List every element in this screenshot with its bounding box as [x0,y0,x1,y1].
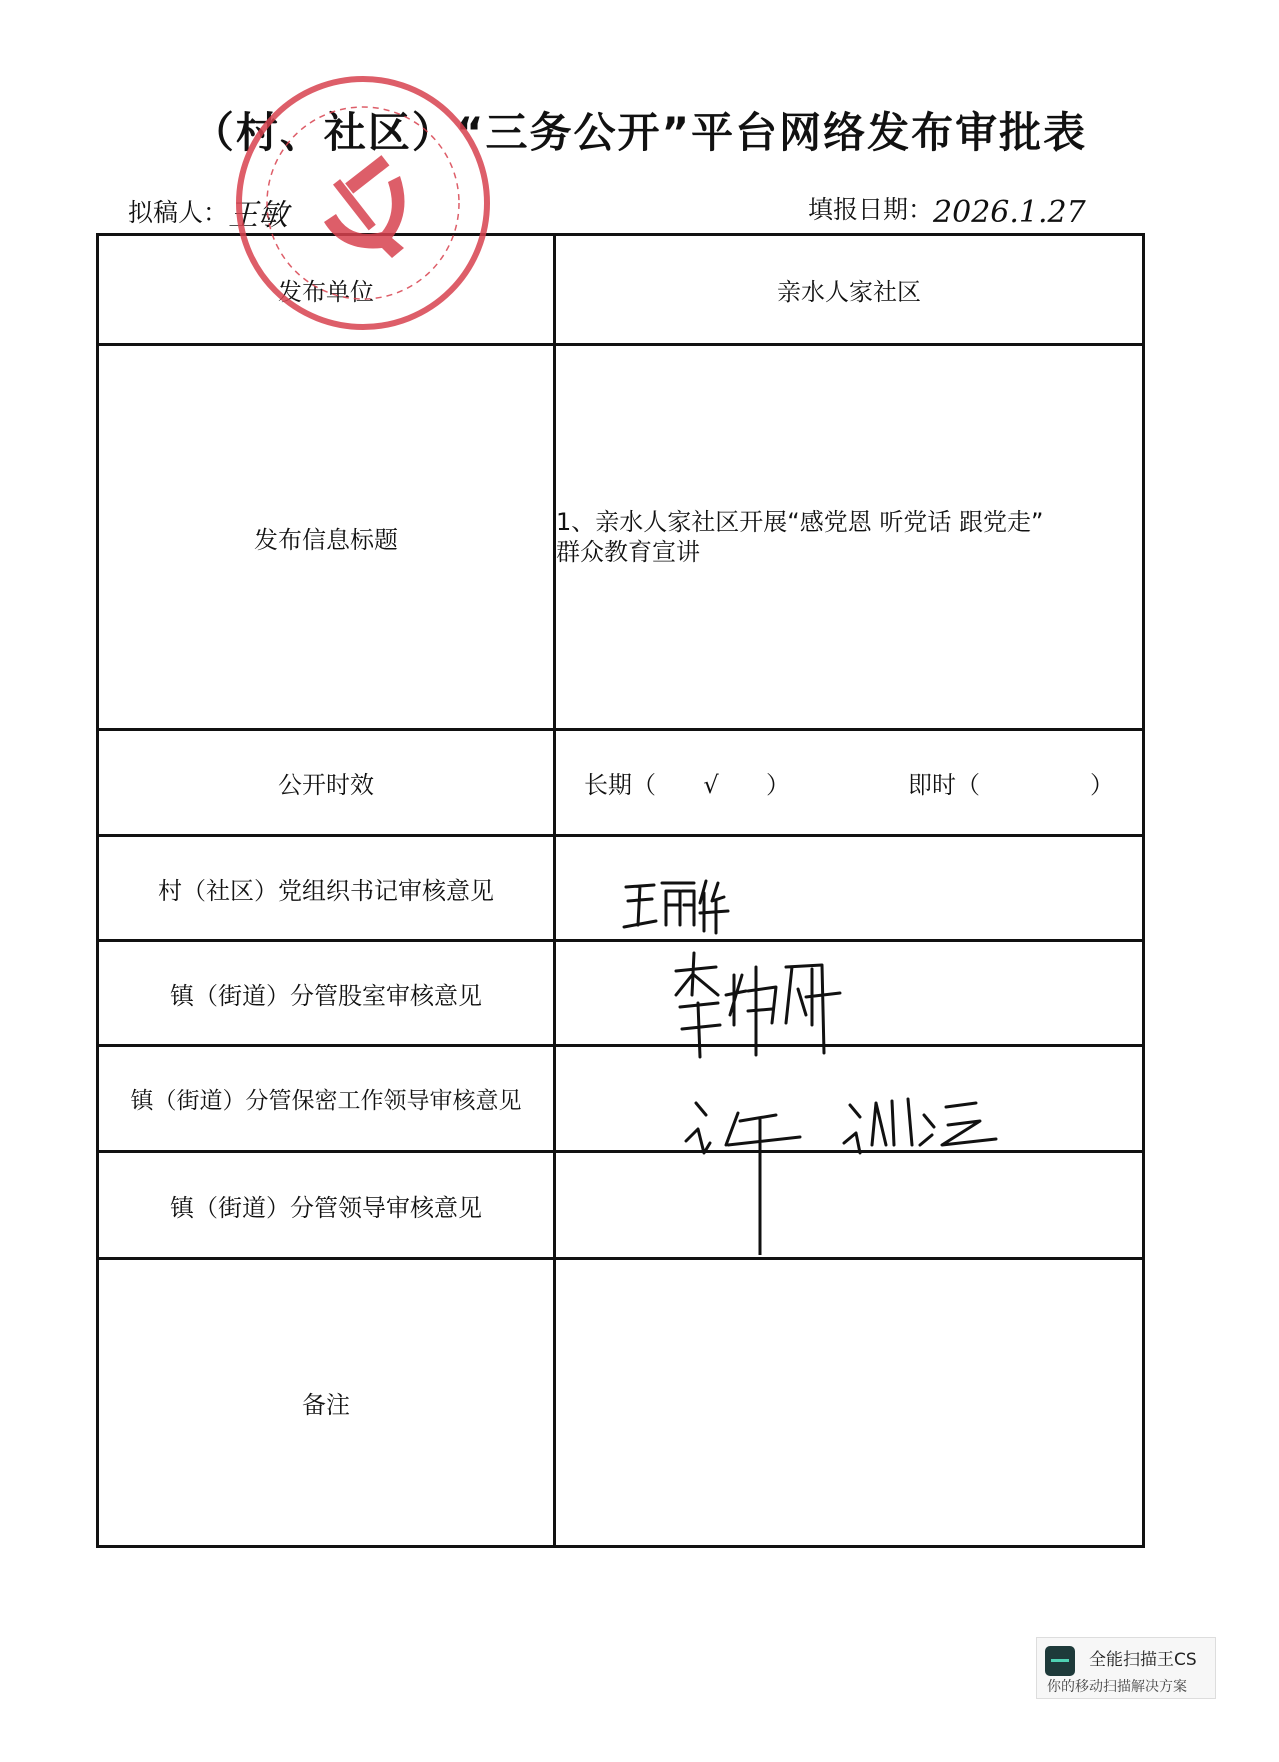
option-long-close: ） [766,771,790,799]
village-secretary-opinion [555,836,1144,941]
town-office-label: 镇（街道）分管股室审核意见 [98,941,555,1046]
scanner-watermark [1036,1637,1216,1699]
option-instant [908,765,1114,800]
table-row [98,345,1144,730]
scanner-logo-icon [1045,1646,1075,1676]
remarks-label: 备注 [98,1259,555,1547]
option-instant-close: ） [1090,771,1114,799]
info-title-label: 发布信息标题 [98,345,555,730]
table-row [98,1152,1144,1259]
drafter-label: 拟稿人： [128,198,229,227]
info-title-line2: 群众教育宣讲 [556,538,700,566]
table-row [98,730,1144,836]
town-leader-label: 镇（街道）分管领导审核意见 [98,1152,555,1259]
village-secretary-label: 村（社区）党组织书记审核意见 [98,836,555,941]
info-title-value [555,345,1144,730]
security-leader-label: 镇（街道）分管保密工作领导审核意见 [98,1046,555,1152]
timeliness-options [555,730,1144,836]
fill-date-label: 填报日期： [808,195,934,224]
watermark-tagline: 你的移动扫描解决方案 [1047,1679,1187,1695]
fill-date [808,190,1086,230]
form-title: （村、社区）“三务公开”平台网络发布审批表 [191,108,1088,157]
security-leader-opinion [555,1046,1144,1152]
unit-label: 发布单位 [98,235,555,345]
town-office-opinion [555,941,1144,1046]
option-long-label: 长期（ [584,771,656,799]
fill-date-value: 2026.1.27 [933,195,1086,230]
option-long [584,765,790,800]
option-instant-label: 即时（ [908,771,980,799]
table-row [98,836,1144,941]
option-long-mark: √ [703,771,719,799]
official-seal [232,72,494,334]
info-title-line1: 1、亲水人家社区开展“感党恩 听党话 跟党走” [556,508,1044,536]
approval-table [96,233,1145,1548]
watermark-name: 全能扫描王CS [1089,1650,1197,1670]
table-row [98,941,1144,1046]
table-row [98,1259,1144,1547]
timeliness-label: 公开时效 [98,730,555,836]
town-leader-opinion [555,1152,1144,1259]
drafter-signature: 王敏 [228,198,289,233]
unit-value: 亲水人家社区 [555,235,1144,345]
table-row [98,1046,1144,1152]
remarks-value [555,1259,1144,1547]
